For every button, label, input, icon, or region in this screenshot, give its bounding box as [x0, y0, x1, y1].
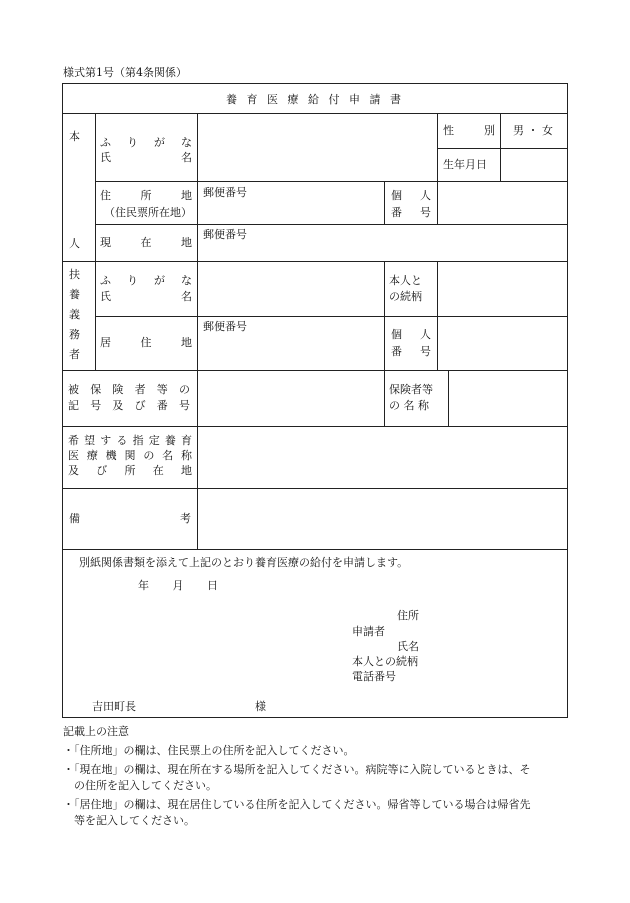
- current-postal-label: 郵便番号: [203, 228, 247, 241]
- applicant-label: 申請者: [352, 625, 385, 638]
- guardian-postal-label: 郵便番号: [203, 320, 247, 333]
- person-id-field[interactable]: [438, 182, 567, 223]
- guardian-residence-label: 居 住 地: [100, 336, 192, 349]
- facility-label-2: 医療機関の名称: [68, 449, 192, 462]
- guardian-relation-label-1: 本人と: [389, 274, 422, 287]
- remarks-field[interactable]: [198, 489, 567, 548]
- birth-date-field[interactable]: [501, 149, 567, 180]
- guardian-label-3: 義: [69, 308, 80, 321]
- person-id-label-line-left: [384, 181, 385, 224]
- guardian-label-4: 務: [69, 328, 80, 341]
- form-label: 様式第1号（第4条関係）: [63, 66, 187, 79]
- facility-field[interactable]: [198, 427, 567, 487]
- guardian-label-1: 扶: [69, 268, 80, 281]
- remarks-label-left: 備: [69, 512, 80, 525]
- person-name-label: 氏 名: [100, 151, 192, 164]
- form-title: 養 育 医 療 給 付 申 請 書: [226, 93, 404, 106]
- guardian-id-label-1: 個 人: [391, 328, 431, 341]
- address-label: 住 所 地: [100, 189, 192, 202]
- divider-declaration: [62, 549, 568, 550]
- insurer-name-field[interactable]: [449, 371, 567, 425]
- guardian-residence-field[interactable]: [198, 317, 383, 369]
- applicant-name-label: 氏名: [397, 640, 419, 653]
- addressee-honorific: 様: [255, 700, 266, 713]
- guardian-relation-label-2: の続柄: [389, 290, 422, 303]
- declaration-statement: 別紙関係書類を添えて上記のとおり養育医療の給付を申請します。: [79, 556, 409, 569]
- sex-label-line: [437, 113, 438, 181]
- person-furigana-label: ふ り が な: [100, 136, 192, 149]
- insurance-label-2: 記号及び番号: [68, 399, 192, 412]
- insurer-label-2: の 名 称: [389, 399, 429, 412]
- guardian-id-label-2: 番 号: [391, 345, 431, 358]
- note-item-continued: の住所を記入してください。: [74, 779, 217, 792]
- address-sublabel: （住民票所在地）: [104, 206, 192, 219]
- insurer-label-1: 保険者等: [389, 383, 433, 396]
- guardian-label-2: 養: [69, 288, 80, 301]
- applicant-phone-label: 電話番号: [352, 670, 396, 683]
- birth-date-label: 生年月日: [443, 158, 487, 171]
- note-item: ・「現在地」の欄は、現在所在する場所を記入してください。病院等に入院しているときは、そ: [63, 763, 531, 776]
- current-location-field[interactable]: [198, 225, 567, 260]
- guardian-relation-field[interactable]: [438, 262, 567, 315]
- notes-heading: 記載上の注意: [63, 725, 129, 738]
- person-id-label-1: 個 人: [391, 189, 431, 202]
- person-group-label-bottom: 人: [69, 237, 80, 250]
- insurance-number-field[interactable]: [198, 371, 383, 425]
- guardian-furigana-label: ふ り が な: [100, 274, 192, 287]
- guardian-right-label-line-left: [384, 261, 385, 370]
- insurer-label-line-left: [384, 370, 385, 426]
- insurance-label-1: 被保険者等の: [68, 383, 192, 396]
- note-item-continued: 等を記入してください。: [74, 814, 195, 827]
- sex-options[interactable]: 男 ・ 女: [513, 124, 553, 137]
- person-group-column-line: [95, 113, 96, 370]
- declaration-date[interactable]: 年 月 日: [138, 579, 218, 592]
- person-id-label-2: 番 号: [391, 206, 431, 219]
- facility-label-3: 及 び 所 在 地: [68, 464, 192, 477]
- addressee: 吉田町長: [92, 700, 136, 713]
- guardian-name-field[interactable]: [198, 262, 383, 315]
- applicant-relation-label: 本人との続柄: [352, 655, 418, 668]
- sex-label: 性 別: [443, 124, 495, 137]
- guardian-name-label: 氏 名: [100, 290, 192, 303]
- applicant-address-label: 住所: [397, 609, 419, 622]
- guardian-id-field[interactable]: [438, 317, 567, 369]
- guardian-label-5: 者: [69, 348, 80, 361]
- remarks-label-right: 考: [180, 512, 191, 525]
- note-item: ・「居住地」の欄は、現在居住している住所を記入してください。帰省等している場合は帰省先: [63, 798, 531, 811]
- address-postal-label: 郵便番号: [203, 186, 247, 199]
- current-location-label: 現 在 地: [100, 236, 192, 249]
- note-item: ・「住所地」の欄は、住民票上の住所を記入してください。: [63, 744, 355, 757]
- facility-label-1: 希望する指定養育: [68, 434, 192, 447]
- address-field[interactable]: [198, 182, 383, 223]
- person-group-label-top: 本: [69, 130, 80, 143]
- person-name-field[interactable]: [198, 114, 436, 180]
